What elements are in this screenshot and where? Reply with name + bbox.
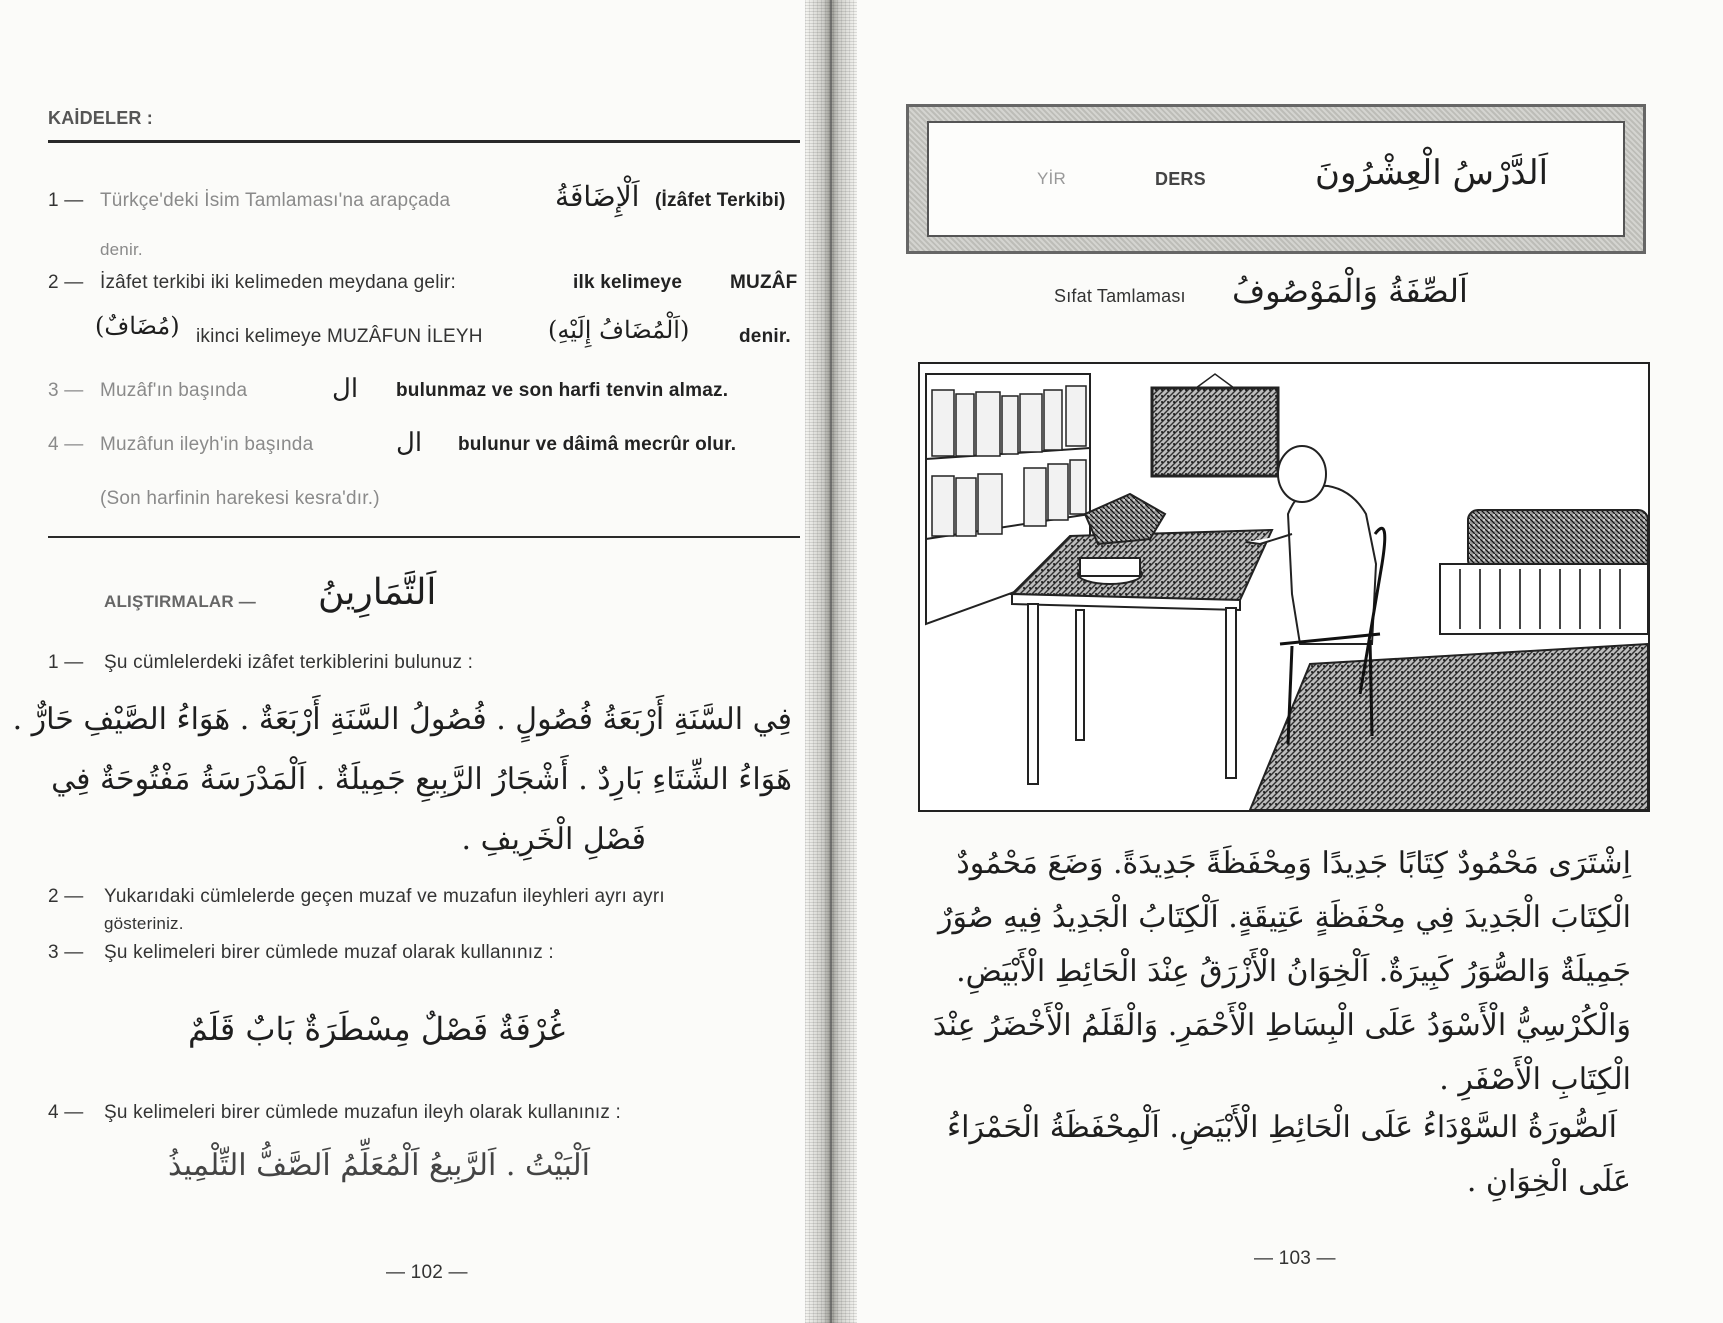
exercise-3-text: Şu kelimeleri birer cümlede muzaf olarak kullanınız : — [104, 942, 554, 963]
study-room-drawing — [920, 364, 1648, 810]
rule-2-text: İzâfet terkibi iki kelimeden meydana gelir: — [100, 272, 457, 293]
rule-1-continuation: denir. — [100, 240, 143, 259]
exercise-4-number: 4 — — [48, 1102, 84, 1123]
rule-2-muzaf: MUZÂF — [730, 272, 798, 293]
rule-1-number: 1 — — [48, 190, 84, 211]
lesson-title-inner — [927, 121, 1625, 237]
exercises-heading: ALIŞTIRMALAR — — [104, 592, 257, 611]
exercise-1-arabic-line: فَصْلِ الْخَرِيفِ . — [461, 822, 646, 857]
rule-3-arabic: ال — [332, 374, 359, 404]
rule-4-number: 4 — — [48, 434, 84, 455]
carpet — [1250, 644, 1648, 810]
rule-1-term: (İzâfet Terkibi) — [655, 190, 786, 211]
left-page — [0, 0, 812, 1323]
spine-line — [830, 0, 832, 1323]
rule-2-arabic-muzafun-ileyh: (اَلْمُضَافُ إِلَيْهِ) — [548, 316, 690, 344]
rule-4-arabic: ال — [396, 428, 423, 458]
heading-rule — [48, 140, 800, 143]
rule-3-text-2: bulunmaz ve son harfi tenvin almaz. — [396, 380, 729, 401]
lesson-title-arabic: اَلدَّرْسُ الْعِشْرُونَ — [1315, 153, 1549, 193]
exercise-1-arabic-line: فِي السَّنَةِ أَرْبَعَةُ فُصُولٍ . فُصُولُ السَّنَةِ أَرْبَعَةٌ . هَوَاءُ الصَّيْفِ حَارٌّ . — [12, 702, 792, 737]
passage-line: جَمِيلَةٌ وَالصُّوَرُ كَبِيرَةٌ. اَلْخِوَانُ الْأَزْرَقُ عِنْدَ الْحَائِطِ الْأَبْيَضِ. — [956, 954, 1631, 989]
exercise-3-number: 3 — — [48, 942, 84, 963]
exercise-2-text: Yukarıdaki cümlelerde geçen muzaf ve muzafun ileyhleri ayrı ayrı — [104, 886, 665, 907]
passage-line: الْكِتَابِ الْأَصْفَرِ . — [1439, 1062, 1631, 1097]
wall-picture — [1152, 388, 1278, 476]
rule-3-text: Muzâf'ın başında — [100, 380, 248, 401]
rule-2-arabic-muzaf: (مُضَافٌ) — [95, 312, 180, 340]
exercise-4-arabic-words: اَلْبَيْتُ . اَلرَّبِيعُ اَلْمُعَلِّمُ اَلصَّفُّ التِّلْمِيذُ — [168, 1148, 590, 1183]
exercises-heading-arabic: اَلتَّمَارِينُ — [318, 572, 437, 613]
passage-line: وَالْكُرْسِيُّ الْأَسْوَدُ عَلَى الْبِسَاطِ الْأَحْمَرِ. وَالْقَلَمُ الْأَخْضَرُ عِنْدَ — [932, 1008, 1631, 1043]
subtitle-turkish: Sıfat Tamlaması — [1054, 286, 1186, 306]
passage-line: اَلصُّورَةُ السَّوْدَاءُ عَلَى الْحَائِطِ الْأَبْيَضِ. اَلْمِحْفَظَةُ الْحَمْرَاءُ — [947, 1110, 1617, 1145]
exercise-1-number: 1 — — [48, 652, 84, 673]
exercise-2-number: 2 — — [48, 886, 84, 907]
rule-4-continuation: (Son harfinin harekesi kesra'dır.) — [100, 488, 380, 509]
passage-line: اِشْتَرَى مَحْمُودٌ كِتَابًا جَدِيدًا وَمِحْفَظَةً جَدِيدَةً. وَضَعَ مَحْمُودٌ — [956, 846, 1631, 881]
section-rule — [48, 536, 800, 538]
exercise-4-text: Şu kelimeleri birer cümlede muzafun ileyh olarak kullanınız : — [104, 1102, 621, 1123]
rule-2-denir: denir. — [739, 326, 791, 347]
sofa — [1440, 510, 1648, 634]
lesson-ders-label: DERS — [1155, 169, 1206, 189]
passage-line: عَلَى الْخِوَانِ . — [1466, 1164, 1631, 1199]
book-gutter — [805, 0, 857, 1323]
right-page — [852, 0, 1723, 1323]
lesson-title-frame — [906, 104, 1646, 254]
subtitle-arabic: اَلصِّفَةُ وَالْمَوْصُوفُ — [1232, 272, 1468, 310]
exercise-3-arabic-words: غُرْفَةٌ فَصْلٌ مِسْطَرَةٌ بَابٌ قَلَمٌ — [188, 1010, 566, 1048]
rule-2-number: 2 — — [48, 272, 84, 293]
page-number-102: — 102 — — [386, 1262, 468, 1283]
passage-line: الْكِتَابَ الْجَدِيدَ فِي مِحْفَظَةٍ عَتِيقَةٍ. اَلْكِتَابُ الْجَدِيدُ فِيهِ صُوَرٌ — [937, 900, 1631, 935]
rule-3-number: 3 — — [48, 380, 84, 401]
lesson-roman-numeral: YİR — [1037, 169, 1066, 188]
rule-2-text-2: ikinci kelimeye MUZÂFUN İLEYH — [196, 326, 483, 347]
rule-2-text: ilk kelimeye — [573, 272, 683, 293]
exercise-2-continuation: gösteriniz. — [104, 914, 184, 933]
kaideler-heading: KAİDELER : — [48, 108, 153, 128]
rule-4-text-2: bulunur ve dâimâ mecrûr olur. — [458, 434, 737, 455]
rule-4-text: Muzâfun ileyh'in başında — [100, 434, 314, 455]
lesson-illustration — [918, 362, 1650, 812]
rule-1-arabic: اَلْإِضَافَةُ — [555, 180, 640, 213]
rule-1-text: Türkçe'deki İsim Tamlaması'na arapçada — [100, 190, 451, 211]
page-number-103: — 103 — — [1254, 1248, 1336, 1269]
exercise-1-arabic-line: هَوَاءُ الشِّتَاءِ بَارِدٌ . أَشْجَارُ الرَّبِيعِ جَمِيلَةٌ . اَلْمَدْرَسَةُ مَفْتُوحَةٌ فِي — [51, 762, 792, 797]
exercise-1-text: Şu cümlelerdeki izâfet terkiblerini bulunuz : — [104, 652, 474, 673]
